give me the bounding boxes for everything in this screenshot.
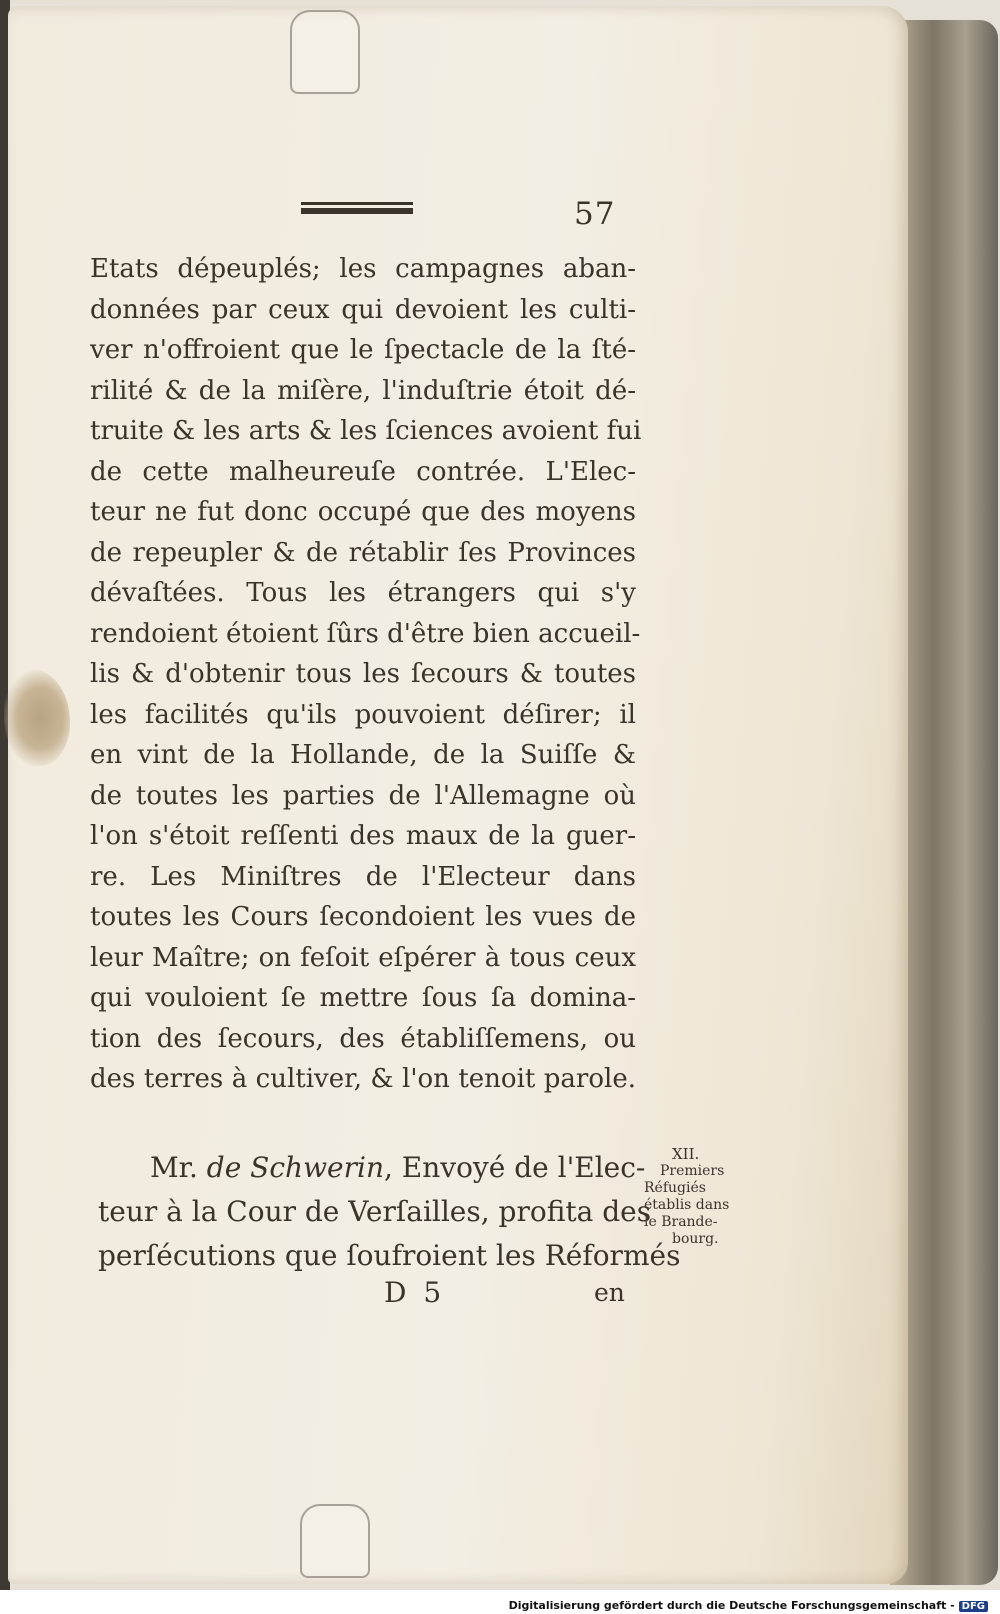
- catchword: en: [594, 1278, 625, 1307]
- text-line: l'on s'étoit reſſenti des maux de la guer-: [90, 821, 636, 851]
- page-number: 57: [574, 196, 616, 232]
- signature-mark: D 5: [384, 1276, 446, 1309]
- clamp-bottom-icon: [300, 1504, 370, 1578]
- text-line: dévaſtées. Tous les étrangers qui s'y: [90, 578, 636, 608]
- text-line: leur Maître; on feſoit eſpérer à tous ceux: [90, 942, 636, 973]
- text-line: en vint de la Hollande, de la Suiſſe &: [90, 740, 636, 770]
- margin-note-line: établis dans: [644, 1197, 730, 1213]
- text-line: ver n'offroient que le ſpectacle de la ſté-: [90, 335, 636, 365]
- text-line: de toutes les parties de l'Allemagne où: [90, 780, 636, 811]
- text-line: truite & les arts & les ſciences avoient fui: [90, 416, 642, 446]
- text-line: de repeupler & de rétablir ſes Provinces: [90, 537, 636, 568]
- margin-note-line: Premiers: [660, 1163, 725, 1179]
- text-line: données par ceux qui devoient les culti-: [90, 294, 636, 325]
- credit-text: Digitalisierung gefördert durch die Deutsche Forschungsgemeinschaft -: [508, 1599, 955, 1612]
- clamp-top-icon: [290, 10, 360, 94]
- margin-note-line: le Brande-: [644, 1214, 718, 1230]
- margin-note-numeral: XII.: [672, 1145, 700, 1163]
- text-segment: , Envoyé de l'Elec-: [383, 1151, 646, 1184]
- header-ornament-rule: [301, 202, 413, 214]
- text-line: teur à la Cour de Verſailles, profita des: [98, 1195, 652, 1228]
- body-paragraph: [90, 249, 642, 1100]
- margin-note-line: Réfugiés: [644, 1180, 706, 1196]
- text-line: perſécutions que ſoufroient les Réformés: [98, 1239, 681, 1272]
- text-line: lis & d'obtenir tous les ſecours & toutes: [90, 659, 636, 689]
- text-line: de cette malheureuſe contrée. L'Elec-: [90, 456, 636, 487]
- text-line: Etats dépeuplés; les campagnes aban-: [90, 254, 636, 284]
- text-line: rilité & de la miſère, l'induſtrie étoit dé-: [90, 375, 636, 406]
- text-line: teur ne fut donc occupé que des moyens: [90, 497, 636, 527]
- text-line: tion des ſecours, des établiſſemens, ou: [90, 1023, 636, 1054]
- digitization-credit: [509, 1599, 988, 1612]
- text-line: [98, 1146, 646, 1190]
- text-line: rendoient étoient ſûrs d'être bien accueil-: [90, 618, 641, 649]
- text-line: re. Les Miniſtres de l'Electeur dans: [90, 861, 636, 892]
- dfg-logo-icon: DFG: [959, 1601, 988, 1612]
- text-line: toutes les Cours ſecondoient les vues de: [90, 902, 636, 932]
- margin-note-line: bourg.: [672, 1231, 719, 1247]
- margin-note: [644, 1146, 744, 1248]
- person-name: de Schwerin: [206, 1151, 384, 1184]
- text-line: des terres à cultiver, & l'on tenoit parole.: [90, 1064, 636, 1094]
- text-segment: Mr.: [150, 1151, 207, 1184]
- text-line: les facilités qu'ils pouvoient déſirer; il: [90, 699, 636, 730]
- text-line: qui vouloient ſe mettre ſous ſa domina-: [90, 983, 636, 1013]
